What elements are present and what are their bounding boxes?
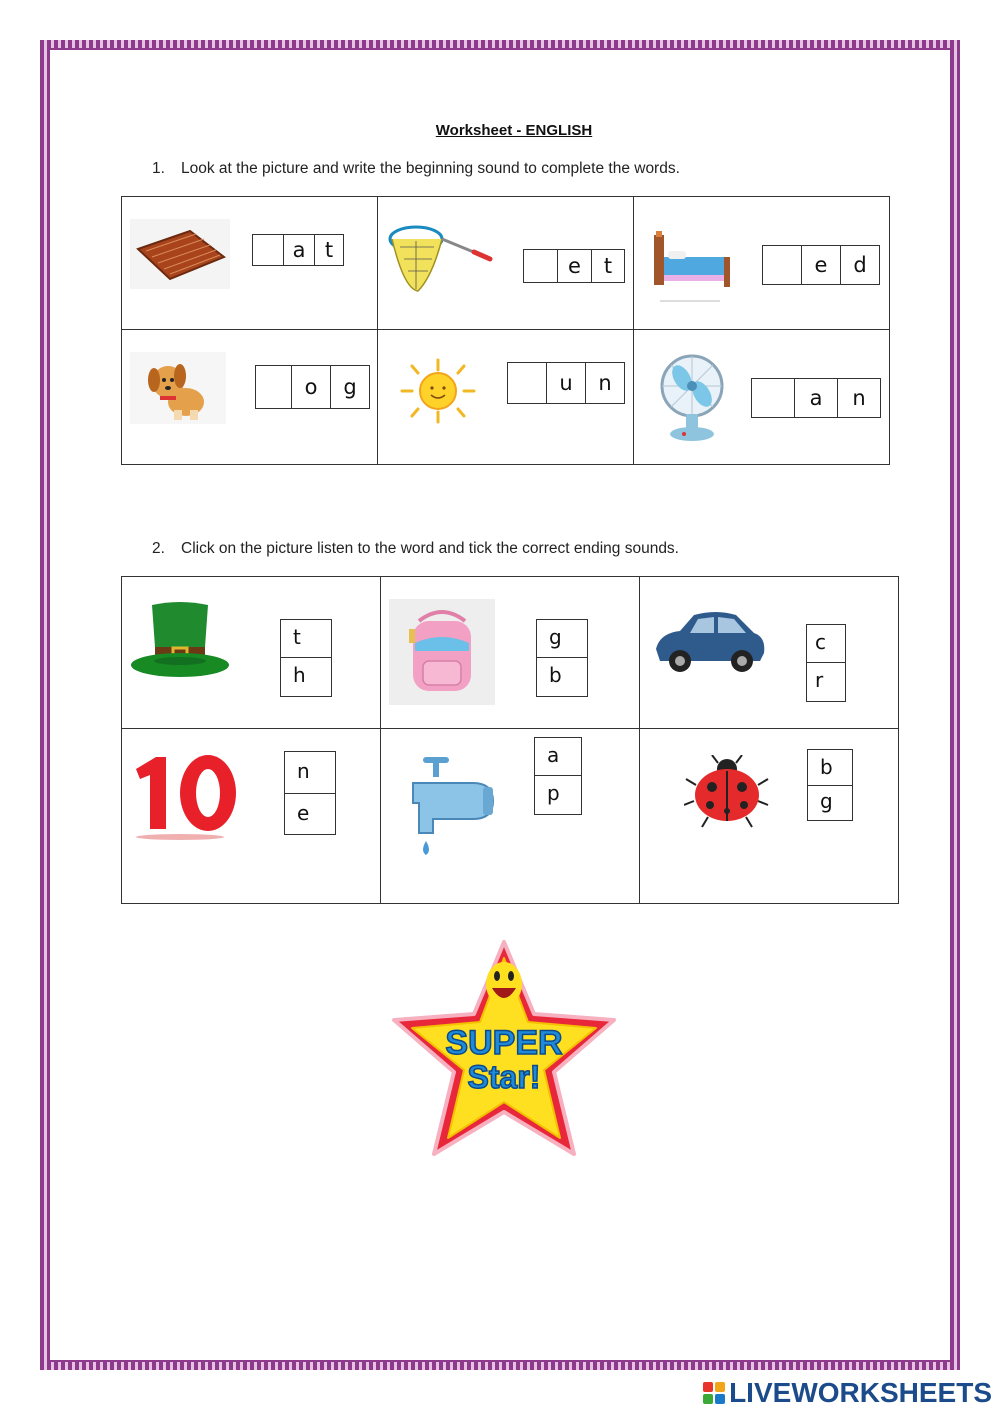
option-g[interactable]: g <box>820 789 833 813</box>
hat-options <box>280 619 332 697</box>
letter-box: t <box>603 254 613 278</box>
letter-box-blank[interactable] <box>253 235 284 265</box>
car-cell <box>640 577 899 729</box>
option-t[interactable]: t <box>281 620 331 658</box>
bed-cell <box>634 197 890 330</box>
bug-cell <box>640 729 899 904</box>
section2-instruction-text: Click on the picture listen to the word and tick the correct ending sounds. <box>181 540 679 557</box>
tap-cell <box>381 729 640 904</box>
net-cell <box>378 197 634 330</box>
hat-cell <box>122 577 381 729</box>
sun-word-boxes <box>507 362 625 404</box>
net-word-boxes <box>523 249 625 283</box>
section2-number: 2. <box>152 540 165 557</box>
option-c[interactable]: c <box>807 625 845 663</box>
worksheet-title: Worksheet - ENGLISH <box>435 122 593 139</box>
section1-instruction <box>152 160 680 178</box>
letter-box-blank[interactable] <box>508 363 547 403</box>
option-n[interactable]: n <box>285 752 335 794</box>
letter-box: g <box>343 375 357 399</box>
sticker-line2: Star! <box>467 1059 541 1095</box>
letter-box: u <box>547 363 586 403</box>
sun-icon[interactable] <box>396 356 480 426</box>
ten-options <box>284 751 336 835</box>
brand-name: LIVEWORKSHEETS <box>729 1377 992 1408</box>
hat-icon[interactable] <box>130 599 230 683</box>
option-a[interactable]: a <box>535 738 581 776</box>
dog-icon[interactable] <box>130 352 226 424</box>
tap-options <box>534 737 582 815</box>
letter-box: d <box>853 253 867 277</box>
car-icon[interactable] <box>650 605 768 677</box>
fan-word-boxes <box>751 378 881 418</box>
option-g[interactable]: g <box>537 620 587 658</box>
ten-icon[interactable] <box>130 751 242 843</box>
bug-options <box>807 749 853 821</box>
section1-instruction-text: Look at the picture and write the beginning sound to complete the words. <box>181 160 680 177</box>
liveworksheets-logo <box>703 1377 992 1409</box>
ending-sound-grid <box>121 576 899 904</box>
letter-box: o <box>292 366 331 408</box>
liveworksheets-mark-icon <box>703 1382 725 1404</box>
section1-number: 1. <box>152 160 165 177</box>
letter-box: t <box>324 238 334 262</box>
car-options <box>806 624 846 702</box>
section2-instruction <box>152 540 679 558</box>
mat-cell <box>122 197 378 330</box>
bag-options <box>536 619 588 697</box>
ten-cell <box>122 729 381 904</box>
tap-icon[interactable] <box>403 753 495 857</box>
letter-box: n <box>598 371 612 395</box>
letter-box: n <box>852 386 866 410</box>
sticker-line1: SUPER <box>445 1024 563 1062</box>
option-e[interactable]: e <box>297 801 310 825</box>
option-b[interactable]: b <box>549 663 562 687</box>
mat-word-boxes <box>252 234 344 266</box>
mat-icon[interactable] <box>130 219 230 289</box>
bed-icon[interactable] <box>650 227 732 305</box>
dog-word-boxes <box>255 365 370 409</box>
bag-cell <box>381 577 640 729</box>
bug-icon[interactable] <box>684 755 770 831</box>
option-r[interactable]: r <box>815 668 824 692</box>
dog-cell <box>122 330 378 465</box>
beginning-sound-grid <box>121 196 890 465</box>
bed-word-boxes <box>762 245 880 285</box>
letter-box-blank[interactable] <box>752 379 795 417</box>
letter-box-blank[interactable] <box>763 246 802 284</box>
letter-box: a <box>795 379 838 417</box>
fan-icon[interactable] <box>652 350 732 444</box>
fan-cell <box>634 330 890 465</box>
net-icon[interactable] <box>386 217 494 295</box>
option-h[interactable]: h <box>293 663 306 687</box>
letter-box: e <box>802 246 841 284</box>
option-p[interactable]: p <box>547 781 560 805</box>
letter-box-blank[interactable] <box>524 250 558 282</box>
letter-box-blank[interactable] <box>256 366 292 408</box>
letter-box: e <box>558 250 592 282</box>
super-star-sticker <box>388 936 620 1164</box>
letter-box: a <box>284 235 315 265</box>
bag-icon[interactable] <box>389 599 495 705</box>
sun-cell <box>378 330 634 465</box>
option-b[interactable]: b <box>808 750 852 786</box>
